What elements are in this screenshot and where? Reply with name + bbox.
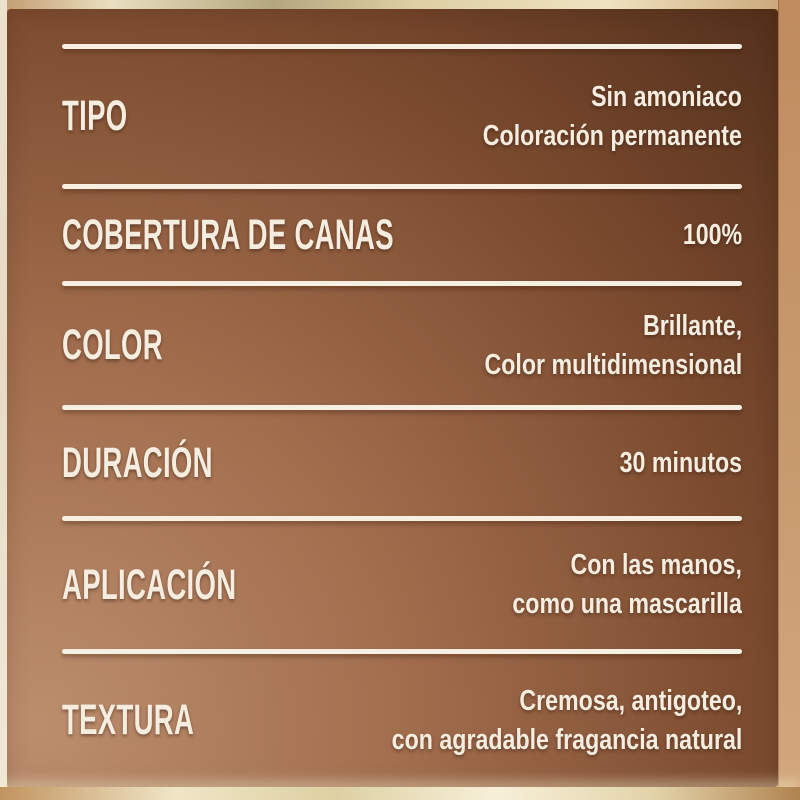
spec-label: COBERTURA DE CANAS <box>62 210 394 259</box>
spec-row-textura <box>62 654 742 787</box>
spec-value-line: Color multidimensional <box>484 348 742 381</box>
spec-value-line: con agradable fragancia natural <box>391 723 742 756</box>
spec-row-aplicacion <box>62 521 742 649</box>
spec-row-duracion <box>62 410 742 516</box>
spec-row-tipo <box>62 49 742 184</box>
frame-edge-right <box>778 0 800 800</box>
spec-value <box>418 78 742 156</box>
spec-value <box>455 546 742 624</box>
spec-value-line: 30 minutos <box>619 446 742 479</box>
spec-value-line: Coloración permanente <box>482 119 742 152</box>
spec-value-line: Brillante, <box>642 309 742 342</box>
spec-value-line: 100% <box>682 218 742 251</box>
spec-value <box>304 682 742 760</box>
spec-row-cobertura <box>62 189 742 281</box>
spec-value <box>420 307 742 385</box>
spec-label: COLOR <box>62 321 163 369</box>
frame-edge-left <box>0 0 7 800</box>
frame-edge-bottom <box>0 787 800 800</box>
spec-value <box>589 444 742 483</box>
spec-panel <box>7 9 778 787</box>
spec-label: APLICACIÓN <box>62 560 237 609</box>
spec-table <box>7 9 778 787</box>
spec-value-line: Con las manos, <box>570 549 742 581</box>
spec-value-line: Sin amoniaco <box>591 80 742 113</box>
spec-label: TEXTURA <box>62 696 195 744</box>
spec-label: DURACIÓN <box>62 438 213 487</box>
spec-value-line: Cremosa, antigoteo, <box>518 684 742 717</box>
frame-edge-top <box>0 0 800 9</box>
spec-row-color <box>62 286 742 405</box>
spec-label: TIPO <box>62 92 128 140</box>
spec-value-line: como una mascarilla <box>512 588 742 620</box>
spec-value <box>668 216 742 255</box>
